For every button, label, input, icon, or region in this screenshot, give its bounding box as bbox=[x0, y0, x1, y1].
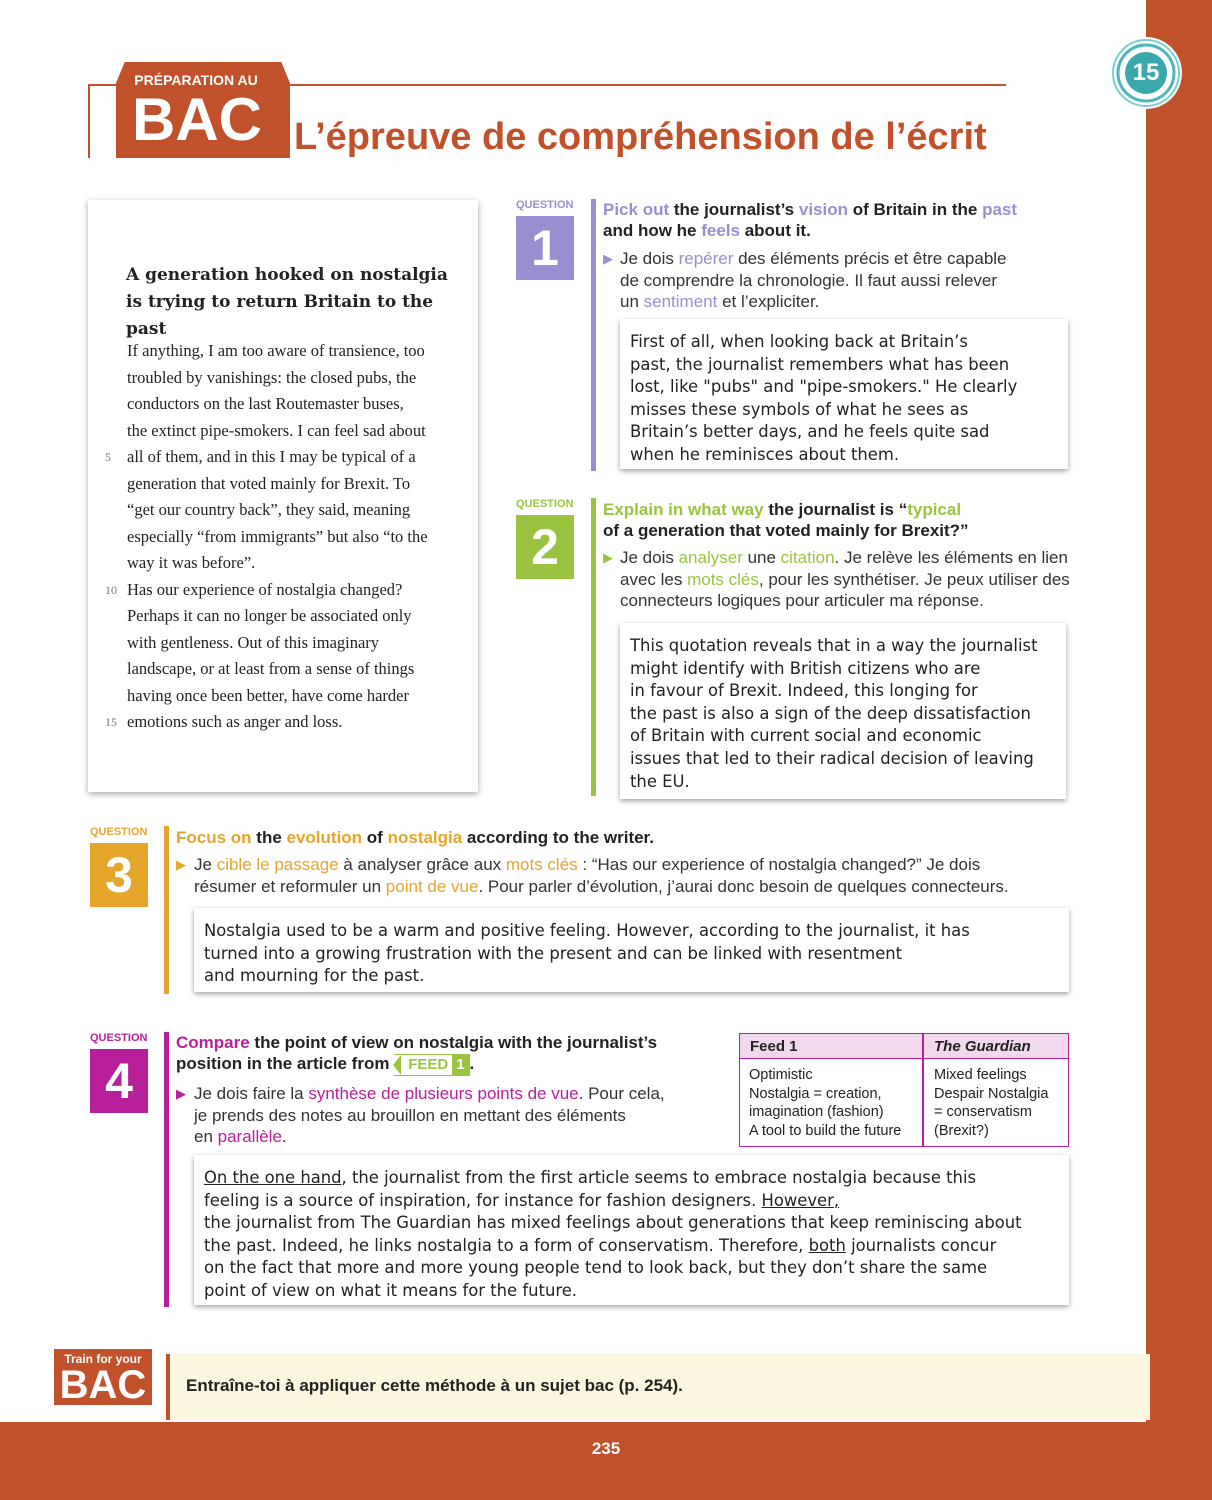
q4-answer-part: the past. Indeed, he links nostalgia to a form of conservatism. Therefore, bbox=[204, 1235, 809, 1255]
q1-prompt-part: vision bbox=[798, 200, 848, 219]
q1-guide-part: Je dois bbox=[620, 249, 679, 268]
q3-answer-box bbox=[194, 908, 1069, 992]
q1-arrow-icon: ▶ bbox=[603, 251, 613, 266]
q3-prompt-part: according to the writer. bbox=[462, 828, 654, 847]
connector-underlined: On the one hand bbox=[204, 1168, 342, 1187]
q4-guide-part: Je dois faire la bbox=[194, 1084, 309, 1103]
article-line-text: generation that voted mainly for Brexit. To bbox=[127, 473, 411, 493]
q3-prompt-part: nostalgia bbox=[387, 828, 463, 847]
q3-answer-line: turned into a growing frustration with the present and can be linked with resentment bbox=[204, 943, 903, 963]
q3-number: 3 bbox=[90, 843, 148, 907]
q2-guide-part: connecteurs logiques pour articuler ma réponse. bbox=[620, 591, 984, 610]
q2-guide-part: Je dois bbox=[620, 548, 679, 567]
q3-guide bbox=[194, 854, 1094, 897]
article-line bbox=[127, 365, 452, 392]
article-line bbox=[105, 709, 452, 736]
footer-band bbox=[0, 1422, 1212, 1500]
q3-guide-part: résumer et reformuler un bbox=[194, 876, 386, 896]
q1-prompt-part: past bbox=[982, 200, 1018, 219]
q4-prompt-part: Compare bbox=[176, 1033, 250, 1052]
q2-guide-part: , pour les synthétiser. Je peux utiliser des bbox=[758, 569, 1070, 589]
q2-answer-line: in favour of Brexit. Indeed, this longing for bbox=[630, 681, 978, 701]
q4-prompt-part: position in the article from bbox=[176, 1054, 395, 1073]
q1-prompt-part: feels bbox=[701, 221, 740, 240]
q2-answer-box bbox=[620, 623, 1066, 799]
connector-underlined: However bbox=[761, 1190, 834, 1210]
q3-prompt-part: of bbox=[362, 828, 388, 847]
q3-guide-part: cible le passage bbox=[216, 855, 339, 874]
table-col2-header: The Guardian bbox=[934, 1038, 1031, 1055]
q4-answer-line bbox=[204, 1167, 1061, 1190]
q1-answer-line: misses these symbols of what he sees as bbox=[630, 399, 969, 419]
feed-tag-number: 1 bbox=[452, 1055, 468, 1075]
table-cell-line: = conservatism bbox=[934, 1104, 1032, 1120]
q4-answer-line: point of view on what it means for the future. bbox=[204, 1280, 577, 1300]
q2-guide-part: analyser bbox=[678, 548, 743, 567]
article-line-text: If anything, I am too aware of transience, too bbox=[127, 341, 425, 360]
page-title: L’épreuve de compréhension de l’écrit bbox=[294, 116, 987, 158]
article-line-text: emotions such as anger and loss. bbox=[127, 712, 343, 731]
feed-tag-label: FEED bbox=[408, 1055, 449, 1073]
q4-arrow-icon: ▶ bbox=[176, 1086, 186, 1101]
q3-guide-part: point de vue bbox=[385, 876, 479, 896]
q3-answer-text bbox=[204, 920, 1061, 988]
table-cell-line: imagination (fashion) bbox=[749, 1104, 884, 1120]
q3-label: QUESTION bbox=[90, 826, 148, 838]
article-line-text: landscape, or at least from a sense of things bbox=[127, 659, 415, 678]
line-number: 5 bbox=[105, 450, 111, 464]
article-line-text: all of them, and in this I may be typical of a bbox=[127, 447, 416, 466]
table-col1-header: Feed 1 bbox=[750, 1038, 798, 1055]
article-line bbox=[127, 656, 452, 683]
article-line bbox=[127, 471, 452, 498]
q3-guide-part: mots clés bbox=[505, 855, 578, 874]
q2-prompt bbox=[603, 499, 1073, 541]
article-line-text: way it was before”. bbox=[127, 553, 256, 572]
prep-label: PRÉPARATION AU bbox=[134, 72, 258, 88]
article-line bbox=[127, 418, 452, 445]
table-cell-line: A tool to build the future bbox=[749, 1122, 902, 1139]
article-line-text: the extinct pipe-smokers. I can feel sad about bbox=[127, 420, 426, 440]
article-line bbox=[127, 550, 452, 577]
q2-answer-line: issues that led to their radical decision of leaving bbox=[630, 748, 1034, 768]
q2-answer-line: the past is also a sign of the deep dissatisfaction bbox=[630, 703, 1031, 723]
q3-guide-part: à analyser grâce aux bbox=[338, 855, 506, 874]
q4-answer-line bbox=[204, 1235, 1061, 1258]
q4-guide-part: . bbox=[281, 1127, 287, 1146]
q1-answer-line: past, the journalist remembers what has been bbox=[630, 354, 1010, 374]
q2-bar bbox=[591, 498, 596, 796]
q2-guide-part: avec les bbox=[620, 569, 688, 589]
q1-prompt-part: the journalist’s bbox=[669, 200, 799, 219]
train-banner bbox=[166, 1354, 1150, 1420]
q1-guide-part: de comprendre la chronologie. Il faut aussi relever bbox=[620, 270, 998, 290]
q1-guide bbox=[620, 248, 1090, 313]
q1-guide-part: et l’expliciter. bbox=[717, 292, 820, 311]
article-line bbox=[127, 683, 452, 710]
article-line-text: especially “from immigrants” but also “to the bbox=[127, 526, 428, 546]
q3-prompt-part: the bbox=[251, 828, 287, 847]
table-col1-cell bbox=[749, 1066, 919, 1140]
q1-prompt-part: Pick out bbox=[603, 200, 670, 219]
comparison-table bbox=[739, 1033, 1069, 1147]
table-cell-line: Nostalgia = creation, bbox=[749, 1085, 882, 1102]
article-line-text: conductors on the last Routemaster buses, bbox=[127, 394, 404, 413]
q1-answer-line: lost, like "pubs" and "pipe-smokers." He clearly bbox=[630, 377, 1018, 397]
q2-prompt-part: the journalist is “ bbox=[763, 500, 908, 519]
q2-number: 2 bbox=[516, 515, 574, 579]
q4-guide-part: synthèse de plusieurs points de vue bbox=[308, 1084, 579, 1103]
article-title-line: is trying to return Britain to the past bbox=[126, 292, 434, 339]
chapter-badge bbox=[1110, 37, 1182, 109]
q2-answer-text bbox=[630, 635, 1058, 793]
q1-label: QUESTION bbox=[516, 199, 574, 211]
q2-guide-part: une bbox=[742, 548, 781, 567]
q1-bar bbox=[591, 199, 596, 471]
article-title-line: A generation hooked on nostalgia bbox=[126, 265, 448, 285]
article-line-text: Perhaps it can no longer be associated only bbox=[127, 606, 412, 625]
article-line-text: Has our experience of nostalgia changed? bbox=[127, 579, 403, 599]
article-line-text: troubled by vanishings: the closed pubs, the bbox=[127, 367, 417, 387]
q1-answer-line: First of all, when looking back at Britain’s bbox=[630, 332, 968, 351]
page-number: 235 bbox=[591, 1439, 621, 1458]
side-color-band bbox=[1146, 0, 1212, 1500]
header-rule-vertical bbox=[88, 84, 90, 158]
q4-answer-line: feeling is a source of inspiration, for instance for fashion designers. However, bbox=[204, 1190, 840, 1210]
q4-label: QUESTION bbox=[90, 1032, 148, 1044]
q4-prompt bbox=[176, 1032, 736, 1076]
q2-prompt-part: of a generation that voted mainly for Brexit?” bbox=[603, 521, 969, 540]
article-card bbox=[88, 200, 478, 792]
q3-prompt-part: Focus on bbox=[176, 828, 252, 847]
q4-answer-text bbox=[204, 1167, 1061, 1303]
q3-prompt bbox=[176, 827, 1076, 848]
q4-answer-part: , the journalist from the first article seems to embrace nostalgia because this bbox=[341, 1168, 977, 1187]
q4-bar bbox=[164, 1032, 169, 1307]
article-line bbox=[105, 577, 452, 604]
line-number: 15 bbox=[105, 715, 117, 729]
article-title bbox=[126, 262, 466, 343]
bac-label: BAC bbox=[132, 86, 262, 153]
q1-prompt-part: of Britain in the bbox=[847, 200, 983, 219]
feed-tag[interactable] bbox=[394, 1054, 469, 1076]
q3-guide-part: Je bbox=[194, 855, 217, 874]
article-line bbox=[127, 497, 452, 524]
q1-guide-part: des éléments précis et être capable bbox=[733, 249, 1007, 268]
q1-guide-part: un bbox=[620, 292, 644, 311]
q1-answer-line: when he reminisces about them. bbox=[630, 444, 900, 464]
q1-number: 1 bbox=[516, 216, 574, 280]
chapter-number: 15 bbox=[1132, 59, 1160, 86]
train-bac-logo bbox=[54, 1349, 152, 1405]
table-cell-line: (Brexit?) bbox=[934, 1122, 989, 1139]
train-text[interactable]: Entraîne-toi à appliquer cette méthode à un sujet bac (p. 254). bbox=[186, 1376, 683, 1395]
article-line bbox=[127, 391, 452, 418]
q4-guide bbox=[194, 1083, 724, 1148]
article-line-text: with gentleness. Out of this imaginary bbox=[127, 632, 380, 652]
q2-answer-line: might identify with British citizens who are bbox=[630, 658, 981, 678]
table-cell-line: Despair Nostalgia bbox=[934, 1085, 1049, 1102]
q4-guide-part: en bbox=[194, 1127, 218, 1146]
q1-answer-box bbox=[620, 319, 1068, 469]
q4-guide-part: parallèle bbox=[217, 1127, 282, 1146]
article-line bbox=[127, 630, 452, 657]
q3-bar bbox=[164, 826, 169, 994]
q1-answer-line: Britain’s better days, and he feels quite sad bbox=[630, 422, 990, 442]
q2-answer-line: the EU. bbox=[630, 771, 690, 791]
q4-answer-line: on the fact that more and more young people tend to look back, but they don’t share the same bbox=[204, 1258, 988, 1278]
q2-prompt-part: typical bbox=[907, 500, 962, 519]
q1-prompt bbox=[603, 199, 1073, 241]
q2-guide-part: mots clés bbox=[687, 569, 759, 589]
q1-prompt-part: and how he bbox=[603, 221, 702, 240]
q3-answer-line: and mourning for the past. bbox=[204, 966, 425, 986]
q2-guide-part: citation bbox=[780, 548, 835, 567]
table-col2-cell bbox=[934, 1066, 1064, 1140]
q3-guide-part: : “Has our experience of nostalgia changed?” Je dois bbox=[577, 855, 981, 874]
q1-guide-part: repérer bbox=[678, 249, 734, 268]
article-line bbox=[127, 524, 452, 551]
table-cell-line: Optimistic bbox=[749, 1067, 813, 1083]
q3-answer-line: Nostalgia used to be a warm and positive feeling. However, according to the journalist, it has bbox=[204, 921, 970, 940]
q1-prompt-part: about it. bbox=[739, 221, 811, 240]
q4-guide-part: je prends des notes au brouillon en mettant des éléments bbox=[194, 1105, 626, 1125]
article-text bbox=[105, 338, 452, 736]
connector-underlined: both bbox=[808, 1235, 846, 1255]
q4-answer-part: journalists concur bbox=[845, 1235, 997, 1255]
q4-prompt-part: . bbox=[469, 1054, 475, 1073]
q2-answer-line: This quotation reveals that in a way the journalist bbox=[630, 636, 1038, 655]
q2-guide-part: . Je relève les éléments en lien bbox=[834, 548, 1068, 567]
table-divider bbox=[922, 1034, 924, 1146]
q3-guide-part: . Pour parler d’évolution, j’aurai donc besoin de quelques connecteurs. bbox=[478, 876, 1009, 896]
article-line-text: “get our country back”, they said, meaning bbox=[127, 500, 411, 519]
q2-arrow-icon: ▶ bbox=[603, 550, 613, 565]
q4-prompt-part: the point of view on nostalgia with the journalist’s bbox=[249, 1033, 658, 1052]
train-big-label: BAC bbox=[59, 1363, 147, 1407]
article-line-text: having once been better, have come harder bbox=[127, 685, 409, 705]
q2-label: QUESTION bbox=[516, 498, 574, 510]
article-line bbox=[105, 444, 452, 471]
q2-answer-line: of Britain with current social and economic bbox=[630, 726, 982, 746]
train-small-label: Train for your bbox=[64, 1352, 142, 1366]
q4-answer-part: feeling is a source of inspiration, for instance for fashion designers. bbox=[204, 1190, 762, 1210]
article-line bbox=[127, 338, 452, 365]
q4-number: 4 bbox=[90, 1049, 148, 1113]
q3-prompt-part: evolution bbox=[286, 828, 363, 847]
q4-answer-line: the journalist from The Guardian has mixed feelings about generations that keep reminiscing about bbox=[204, 1213, 1022, 1233]
q4-guide-part: . Pour cela, bbox=[578, 1084, 665, 1103]
line-number: 10 bbox=[105, 582, 117, 597]
q1-guide-part: sentiment bbox=[643, 292, 718, 311]
q2-prompt-part: Explain in what way bbox=[603, 500, 764, 519]
article-line bbox=[127, 603, 452, 630]
q2-guide bbox=[620, 547, 1090, 612]
table-cell-line: Mixed feelings bbox=[934, 1067, 1027, 1083]
q4-answer-box bbox=[194, 1155, 1069, 1305]
q1-answer-text bbox=[630, 331, 1060, 467]
q3-arrow-icon: ▶ bbox=[176, 857, 186, 872]
